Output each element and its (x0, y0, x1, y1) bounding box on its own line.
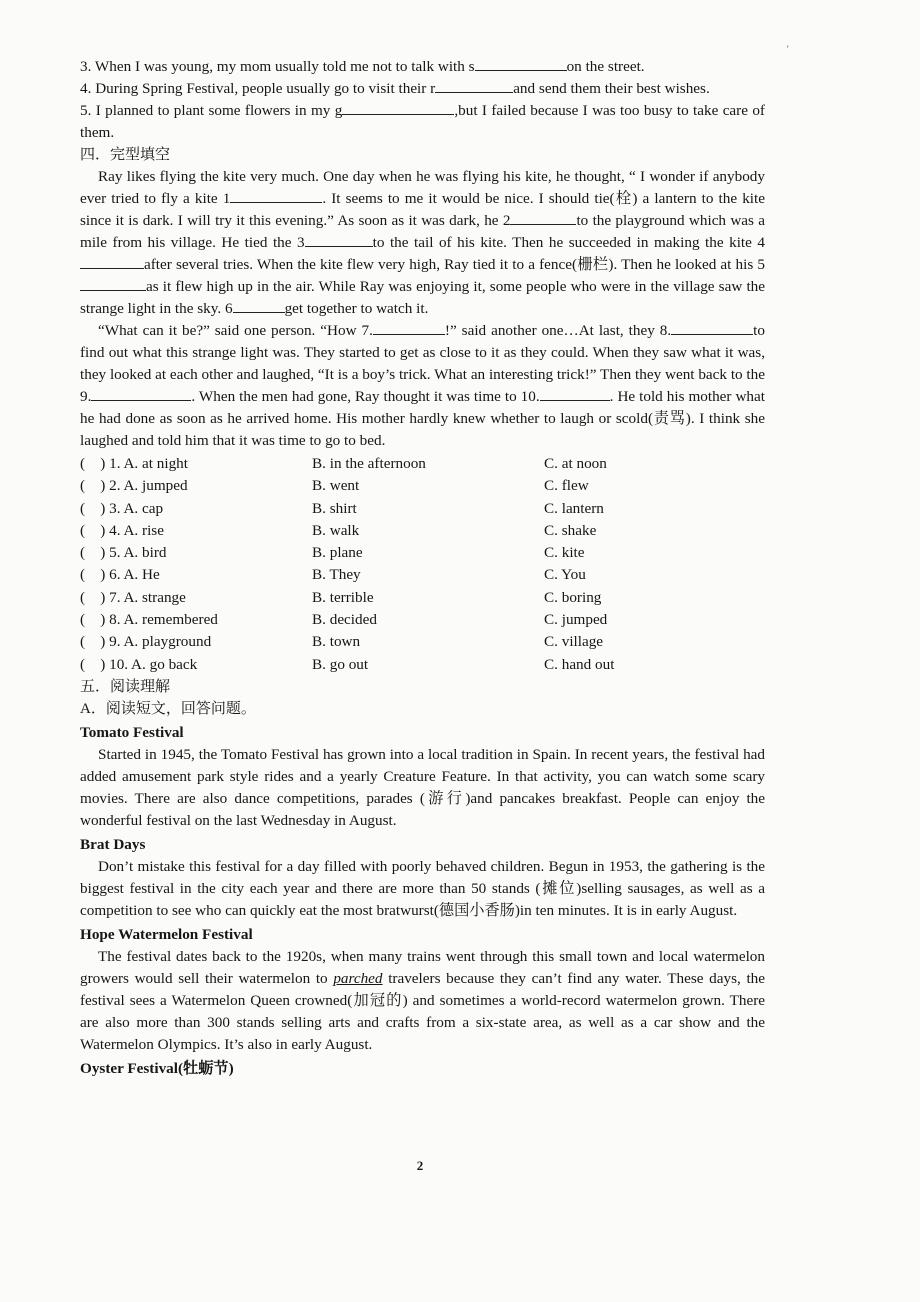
cloze-paragraph-2: “What can it be?” said one person. “How 7. !” said another one…At last, they 8. to find out what this strange light was. They started to get as close to it as they could. When they saw what it was, they looked at each other and laughed, “It is a boy’s trick. What an interesting trick!” Then they went back to the 9. . When the men had gone, Ray thought it was time to 10. . He told his mother what he had done as soon as he arrived home. His mother hardly knew whether to laugh or scold(责骂). I think she laughed and told him that it was time to go to bed. (80, 322, 765, 449)
option-5-c[interactable]: C. kite (544, 544, 585, 562)
cloze-blank-8[interactable] (671, 320, 753, 335)
option-10-b[interactable]: B. go out (312, 655, 369, 673)
option-4-a[interactable]: ( ) 4. A. rise (80, 521, 164, 539)
brat-days-text: Don’t mistake this festival for a day filled with poorly behaved children. Begun in 1953, the gathering is the biggest festival in the city each year and there are more than 50 stands (摊位)selling sausages, as well as a competition to see who can quickly eat the most bratwurst(德国小香肠)in ten minutes. It is in early August. (80, 857, 765, 919)
option-6-b[interactable]: B. They (312, 566, 361, 584)
cloze-options (80, 453, 765, 676)
cloze-blank-7[interactable] (373, 320, 445, 335)
fill-item-3: 3. When I was young, my mom usually told me not to talk with s on the street. (80, 58, 645, 75)
option-6-c[interactable]: C. You (544, 566, 586, 584)
option-1-a[interactable]: ( ) 1. A. at night (80, 455, 188, 472)
option-8-b[interactable]: B. decided (312, 611, 377, 629)
option-6-a[interactable]: ( ) 6. A. He (80, 566, 160, 584)
option-9-c[interactable]: C. village (544, 633, 604, 651)
option-10-a[interactable]: ( ) 10. A. go back (80, 655, 198, 673)
answer-blank[interactable] (435, 78, 513, 93)
cloze-blank-2[interactable] (510, 210, 576, 225)
section-5-heading: 五．阅读理解 (80, 678, 171, 695)
option-3-b[interactable]: B. shirt (312, 499, 357, 517)
option-4-c[interactable]: C. shake (544, 521, 597, 539)
option-2-a[interactable]: ( ) 2. A. jumped (80, 477, 188, 495)
answer-blank[interactable] (475, 56, 567, 71)
option-8-c[interactable]: C. jumped (544, 611, 608, 629)
cloze-blank-9[interactable] (91, 386, 191, 401)
page-number: 2 (416, 1158, 424, 1173)
underlined-word: parched (333, 969, 383, 987)
option-3-c[interactable]: C. lantern (544, 499, 604, 517)
section-5-subheading: A．阅读短文，回答问题。 (80, 700, 256, 717)
scan-mark: ' (787, 44, 789, 54)
hope-watermelon-title: Hope Watermelon Festival (80, 925, 253, 943)
cloze-blank-5[interactable] (80, 276, 146, 291)
option-10-c[interactable]: C. hand out (544, 655, 615, 673)
cloze-blank-1[interactable] (230, 188, 322, 203)
option-5-a[interactable]: ( ) 5. A. bird (80, 544, 167, 562)
worksheet-content (80, 56, 765, 1080)
option-9-b[interactable]: B. town (312, 633, 361, 651)
cloze-blank-4[interactable] (80, 254, 144, 269)
option-3-a[interactable]: ( ) 3. A. cap (80, 499, 164, 517)
cloze-blank-6[interactable] (233, 298, 285, 313)
option-8-a[interactable]: ( ) 8. A. remembered (80, 611, 218, 629)
option-9-a[interactable]: ( ) 9. A. playground (80, 633, 212, 651)
cloze-paragraph-1: Ray likes flying the kite very much. One day when he was flying his kite, he thought, “ I wonder if anybody ever tried to fly a kite 1 . It seems to me it would be nice. I should tie(栓) a lantern to the kite since it is dark. I will try it this evening.” As soon as it was dark, he 2 to the playground which was a mile from his village. He tied the 3 to the tail of his kite. Then he succeeded in making the kite 4after several tries. When the kite flew very high, Ray tied it to a fence(栅栏). Then he looked at his 5as it flew high up in the air. While Ray was enjoying it, some people who were in the village saw the strange light in the sky. 6 get together to watch it. (80, 168, 766, 317)
cloze-blank-3[interactable] (305, 232, 373, 247)
cloze-blank-10[interactable] (540, 386, 610, 401)
fill-item-4: 4. During Spring Festival, people usually go to visit their r and send them their best wishes. (80, 80, 710, 97)
brat-days-title: Brat Days (80, 835, 146, 853)
hope-watermelon-text: The festival dates back to the 1920s, when many trains went through this small town and local watermelon growers would sell their watermelon to parched travelers because they can’t find any water. These days, the festival sees a Watermelon Queen crowned(加冠的) and sometimes a world-record watermelon grown. There are also more than 300 stands selling arts and crafts from a six-state area, as well as a car show and the Watermelon Olympics. It’s also in early August. (80, 947, 765, 1053)
option-7-b[interactable]: B. terrible (312, 588, 374, 606)
section-4-heading: 四．完型填空 (80, 147, 171, 163)
answer-blank[interactable] (342, 100, 454, 115)
option-5-b[interactable]: B. plane (312, 544, 363, 562)
oyster-festival-title: Oyster Festival(牡蛎节) (80, 1059, 234, 1077)
option-1-c[interactable]: C. at noon (544, 455, 607, 472)
fill-item-5: 5. I planned to plant some flowers in my g ,but I failed because I was too busy to take care of them. (80, 102, 765, 141)
option-2-c[interactable]: C. flew (544, 477, 589, 495)
option-4-b[interactable]: B. walk (312, 521, 360, 539)
option-7-a[interactable]: ( ) 7. A. strange (80, 588, 186, 606)
tomato-festival-text: Started in 1945, the Tomato Festival has grown into a local tradition in Spain. In recent years, the festival had added amusement park style rides and a yearly Creature Feature. In that activity, you can watch some scary movies. There are also dance competitions, parades (游行)and pancakes breakfast. People can enjoy the wonderful festival on the last Wednesday in August. (80, 745, 765, 829)
option-2-b[interactable]: B. went (312, 477, 360, 495)
option-1-b[interactable]: B. in the afternoon (312, 455, 426, 472)
tomato-festival-title: Tomato Festival (80, 723, 184, 741)
option-7-c[interactable]: C. boring (544, 588, 602, 606)
